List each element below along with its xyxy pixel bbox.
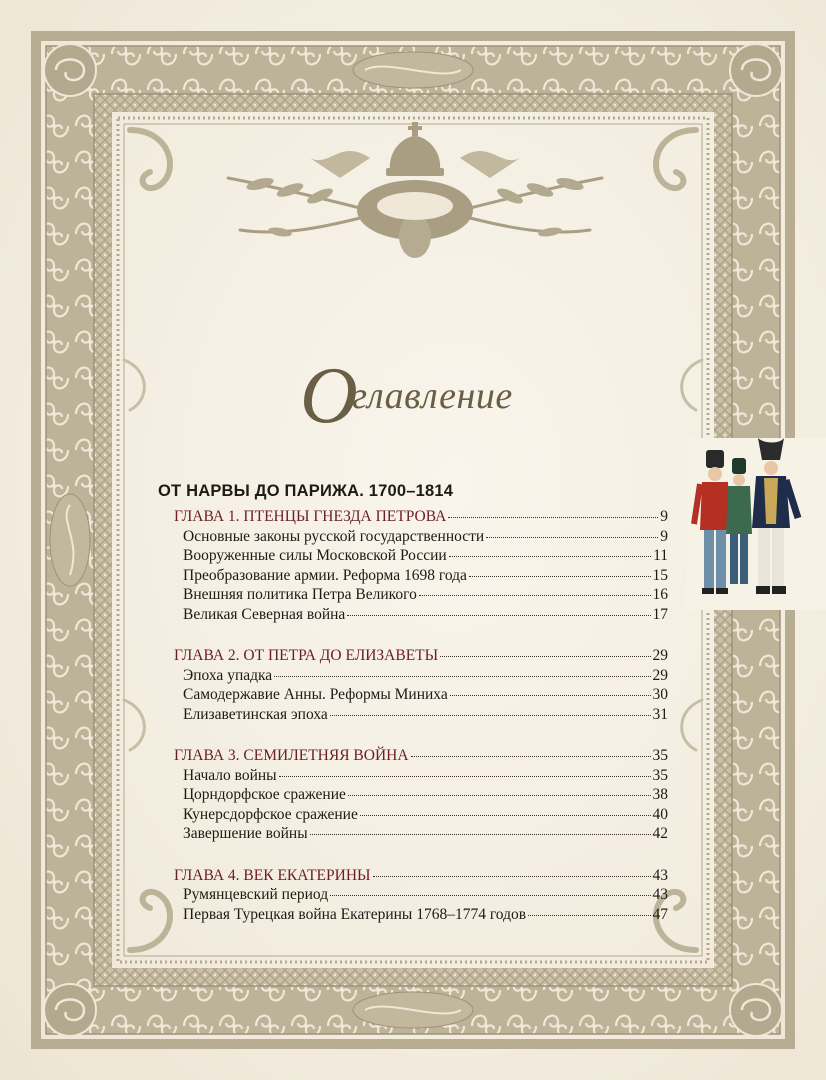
- chapter-entry[interactable]: [174, 746, 668, 766]
- chapter-entry-page: 29: [652, 647, 668, 664]
- chapter-entry-title: ГЛАВА 1. ПТЕНЦЫ ГНЕЗДА ПЕТРОВА: [174, 508, 447, 525]
- chapter-entry-title: ГЛАВА 3. СЕМИЛЕТНЯЯ ВОЙНА: [174, 747, 409, 764]
- section-entry-page: 38: [652, 786, 668, 803]
- dot-leader: [469, 576, 651, 577]
- section-entry-title: Цорндорфское сражение: [183, 786, 346, 803]
- dot-leader: [330, 715, 651, 716]
- section-entry[interactable]: [174, 585, 668, 605]
- section-entry[interactable]: [174, 546, 668, 566]
- section-entry-page: 31: [652, 705, 668, 723]
- dot-leader: [330, 895, 650, 896]
- dot-leader: [528, 915, 650, 916]
- dot-leader: [347, 615, 650, 616]
- dot-leader: [450, 695, 651, 696]
- section-entry-page: 16: [652, 586, 668, 603]
- section-entry-title: Преобразование армии. Реформа 1698 года: [183, 566, 467, 584]
- section-entry[interactable]: [174, 905, 668, 925]
- chapter-block: [174, 646, 668, 724]
- section-entry-title: Самодержавие Анны. Реформы Миниха: [183, 686, 448, 703]
- section-entry-title: Вооруженные силы Московской России: [183, 547, 447, 564]
- section-entry-page: 42: [652, 825, 668, 842]
- dot-leader: [279, 776, 651, 777]
- section-entry[interactable]: [174, 605, 668, 625]
- section-entry-page: 15: [652, 566, 668, 584]
- section-entry[interactable]: [174, 805, 668, 825]
- section-entry[interactable]: [174, 766, 668, 786]
- dot-leader: [274, 676, 650, 677]
- section-entry-title: Начало войны: [183, 766, 277, 784]
- section-entry-title: Первая Турецкая война Екатерины 1768–1774 годов: [183, 905, 527, 923]
- section-entry[interactable]: [174, 666, 668, 686]
- section-entry-title: Елизаветинская эпоха: [183, 705, 328, 723]
- section-entry-page: 35: [652, 766, 668, 784]
- section-entry-title: Великая Северная война: [183, 605, 346, 623]
- dot-leader: [411, 756, 651, 757]
- section-entry-page: 9: [660, 527, 668, 545]
- toc-heading: [300, 352, 540, 440]
- dot-leader: [449, 556, 651, 557]
- chapter-block: [174, 746, 668, 844]
- soldiers-illustration-icon: [686, 438, 826, 610]
- section-entry-page: 40: [652, 805, 668, 823]
- dot-leader: [348, 795, 651, 796]
- section-entry[interactable]: [174, 527, 668, 547]
- dot-leader: [440, 656, 650, 657]
- section-entry[interactable]: [174, 885, 668, 905]
- section-entry[interactable]: [174, 685, 668, 705]
- section-entry-page: 11: [653, 547, 668, 564]
- chapter-entry-page: 43: [652, 866, 668, 884]
- chapter-entry-title: ГЛАВА 2. ОТ ПЕТРА ДО ЕЛИЗАВЕТЫ: [174, 647, 439, 664]
- dot-leader: [448, 517, 658, 518]
- chapter-entry[interactable]: [174, 507, 668, 527]
- section-entry-title: Румянцевский период: [183, 886, 329, 903]
- part-title: ОТ НАРВЫ ДО ПАРИЖА. 1700–1814: [158, 482, 454, 500]
- chapter-entry-page: 35: [652, 747, 668, 764]
- chapter-entry-page: 9: [660, 508, 668, 525]
- dot-leader: [419, 595, 651, 596]
- toc-heading-rest: главление: [352, 375, 513, 417]
- dot-leader: [310, 834, 651, 835]
- section-entry[interactable]: [174, 785, 668, 805]
- section-entry-page: 17: [652, 605, 668, 623]
- section-entry-page: 29: [652, 666, 668, 684]
- section-entry-title: Внешняя политика Петра Великого: [183, 586, 417, 603]
- imperial-crown-crest-icon: [220, 118, 610, 278]
- chapter-list: [158, 507, 668, 924]
- dot-leader: [360, 815, 651, 816]
- section-entry-page: 30: [652, 686, 668, 703]
- section-entry[interactable]: [174, 566, 668, 586]
- section-entry-page: 43: [652, 886, 668, 903]
- section-entry-title: Эпоха упадка: [183, 666, 273, 684]
- chapter-block: [174, 866, 668, 925]
- section-entry-title: Завершение войны: [183, 825, 308, 842]
- chapter-entry[interactable]: [174, 866, 668, 886]
- dot-leader: [373, 876, 651, 877]
- dot-leader: [486, 537, 658, 538]
- section-entry[interactable]: [174, 824, 668, 844]
- section-entry-title: Основные законы русской государственности: [183, 527, 485, 545]
- chapter-entry-title: ГЛАВА 4. ВЕК ЕКАТЕРИНЫ: [174, 866, 371, 884]
- toc-heading-initial: О: [300, 352, 359, 440]
- section-entry-page: 47: [652, 905, 668, 923]
- table-of-contents: [158, 482, 668, 946]
- section-entry[interactable]: [174, 705, 668, 725]
- chapter-block: [174, 507, 668, 624]
- chapter-entry[interactable]: [174, 646, 668, 666]
- section-entry-title: Кунерсдорфское сражение: [183, 805, 358, 823]
